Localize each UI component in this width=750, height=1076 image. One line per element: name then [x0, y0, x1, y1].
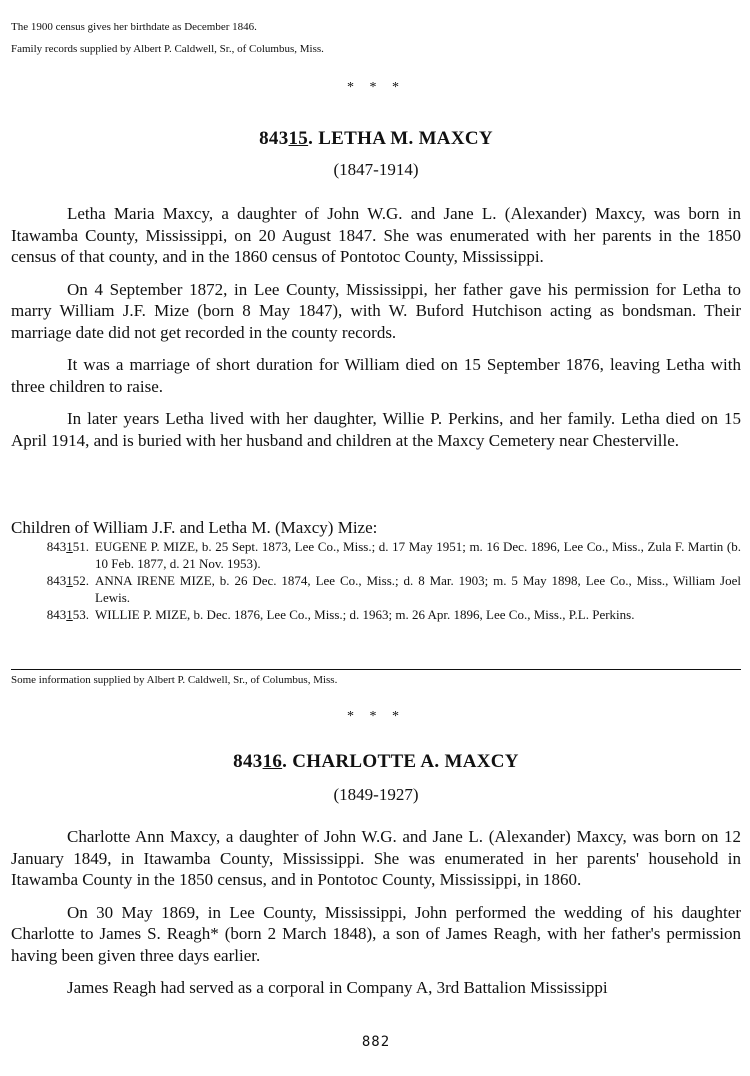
paragraph: In later years Letha lived with her daughter, Willie P. Perkins, and her family. Letha died on 15 April 1914, and is buried with her husband and children at the Maxcy Cemetery near Chesterville.	[11, 409, 741, 450]
section-heading-84315	[11, 128, 741, 150]
list-item	[11, 606, 741, 623]
heading-number-prefix: 843	[259, 128, 289, 149]
separator: * * *	[347, 80, 405, 95]
paragraph: On 4 September 1872, in Lee County, Mississippi, her father gave his permission for Letha to marry William J.F. Mize (born 8 May 1847), with W. Buford Hutchison acting as bondsman. Their marriage date did not get recorded in the county records.	[11, 279, 741, 342]
paragraph: It was a marriage of short duration for William died on 15 September 1876, leaving Letha with three children to raise.	[11, 355, 741, 396]
section-body	[11, 826, 741, 999]
child-text: WILLIE P. MIZE, b. Dec. 1876, Lee Co., Miss.; d. 1963; m. 26 Apr. 1896, Lee Co., Miss., P.L. Perkins.	[95, 607, 635, 622]
heading-title: . CHARLOTTE A. MAXCY	[282, 751, 519, 772]
child-number: 843151.	[46, 539, 89, 554]
heading-number-prefix: 843	[233, 751, 263, 772]
children-list	[11, 518, 741, 623]
child-text: ANNA IRENE MIZE, b. 26 Dec. 1874, Lee Co., Miss.; d. 8 Mar. 1903; m. 5 May 1898, Lee Co., Miss., William Joel Lewis.	[95, 573, 741, 605]
list-item	[11, 538, 741, 572]
separator: * * *	[347, 709, 405, 724]
heading-number-underlined: 16	[262, 751, 283, 772]
heading-title: . LETHA M. MAXCY	[308, 128, 493, 149]
paragraph: On 30 May 1869, in Lee County, Mississippi, John performed the wedding of his daughter Charlotte to James S. Reagh* (born 2 March 1848), a son of James Reagh, with her father's permission having been given three days earlier.	[11, 902, 741, 965]
list-item	[11, 572, 741, 606]
footnote-rule	[11, 669, 741, 670]
child-text: EUGENE P. MIZE, b. 25 Sept. 1873, Lee Co., Miss.; d. 17 May 1951; m. 16 Dec. 1896, Lee Co., Miss., Zula F. Martin (b. 10 Feb. 1877, d. 21 Nov. 1953).	[95, 539, 741, 571]
census-note: The 1900 census gives her birthdate as December 1846.	[11, 21, 257, 33]
family-records-note: Family records supplied by Albert P. Caldwell, Sr., of Columbus, Miss.	[11, 43, 324, 55]
section-dates: (1847-1914)	[333, 160, 419, 179]
section-dates: (1849-1927)	[333, 785, 419, 804]
heading-number-underlined: 15	[288, 128, 309, 149]
page-number: 882	[361, 1034, 391, 1050]
child-number: 843153.	[46, 607, 89, 622]
paragraph: Charlotte Ann Maxcy, a daughter of John W.G. and Jane L. (Alexander) Maxcy, was born on 12 January 1849, in Itawamba County, Mississippi. She was enumerated in her parents' household in Itawamba County in the 1850 census, and in Pontotoc County, Mississippi, in 1860.	[11, 827, 741, 889]
section-body	[11, 203, 741, 451]
child-number: 843152.	[46, 573, 89, 588]
section-heading-84316	[11, 751, 741, 773]
footnote: Some information supplied by Albert P. Caldwell, Sr., of Columbus, Miss.	[11, 674, 338, 686]
paragraph: Letha Maria Maxcy, a daughter of John W.G. and Jane L. (Alexander) Maxcy, was born in Itawamba County, Mississippi, on 20 August 1847. She was enumerated with her parents in the 1850 census of that county, and in the 1860 census of Pontotoc County, Mississippi.	[11, 204, 741, 266]
children-title: Children of William J.F. and Letha M. (Maxcy) Mize:	[11, 518, 378, 537]
paragraph: James Reagh had served as a corporal in Company A, 3rd Battalion Mississippi	[67, 978, 608, 997]
